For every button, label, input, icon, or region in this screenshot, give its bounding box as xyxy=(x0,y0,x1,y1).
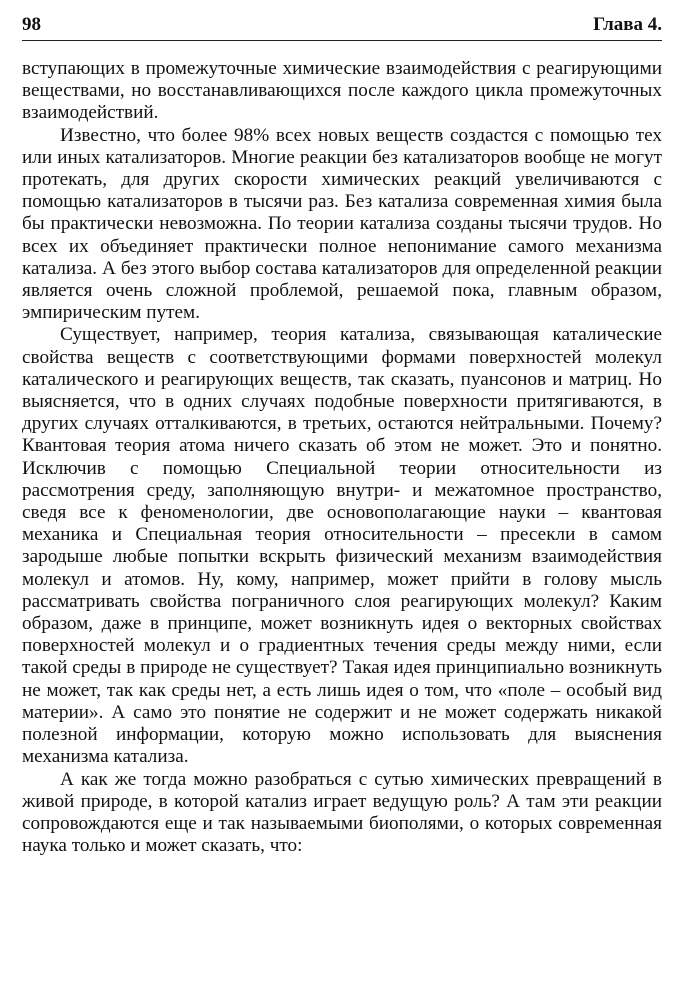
paragraph: А как же тогда можно разобраться с сутью химических превращений в живой природе, в которой катализ играет ведущую роль? А там эти реакции сопровождаются еще и так называемыми биополями, о которых современная наука только и может сказать, что: xyxy=(22,768,662,857)
paragraph-continuation: вступающих в промежуточные химические взаимодействия с реагирующими веществами, но восстанавливающихся после каждого цикла промежуточных взаимодействий. xyxy=(22,58,662,124)
page-header xyxy=(22,10,662,41)
page-number: 98 xyxy=(22,14,41,35)
paragraph: Известно, что более 98% всех новых веществ создастся с помощью тех или иных катализаторов. Многие реакции без катализаторов вообще не могут протекать, для других скорости химических реакций увеличиваются с помощью катализаторов в тысячи раз. Без катализа современная химия была бы практически невозможна. По теории катализа созданы тысячи трудов. Но всех их объединяет практически полное непонимание самого механизма катализа. А без этого выбор состава катализаторов для определенной реакции является очень сложной проблемой, решаемой пока, главным образом, эмпирическим путем. xyxy=(22,124,662,324)
chapter-title: Глава 4. xyxy=(593,14,662,35)
paragraph: Существует, например, теория катализа, связывающая каталические свойства веществ с соответствующими формами поверхностей молекул каталического и реагирующих веществ, так сказать, пуансонов и матриц. Но выясняется, что в одних случаях подобные поверхности притягиваются, в других случаях отталкиваются, в третьих, остаются нейтральными. Почему? Квантовая теория атома ничего сказать об этом не может. Это и понятно. Исключив с помощью Специальной теории относительности из рассмотрения среду, заполняющую внутри- и межатомное пространство, сведя все к феноменологии, две основополагающие науки – квантовая механика и Специальная теория относительности – пресекли в самом зародыше любые попытки вскрыть физический механизм взаимодействия молекул и атомов. Ну, кому, например, может прийти в голову мысль рассматривать свойства пограничного слоя реагирующих молекул? Каким образом, даже в принципе, может возникнуть идея о векторных свойствах поверхностей молекул и о градиентных течения среды между ними, если такой среды в природе не существует? Такая идея принципиально возникнуть не может, так как среды нет, а есть лишь идея о том, что «поле – особый вид материи». А само это понятие не содержит и не может содержать никакой полезной информации, которую можно использовать для выяснения механизма катализа. xyxy=(22,324,662,768)
page-body xyxy=(22,58,662,857)
